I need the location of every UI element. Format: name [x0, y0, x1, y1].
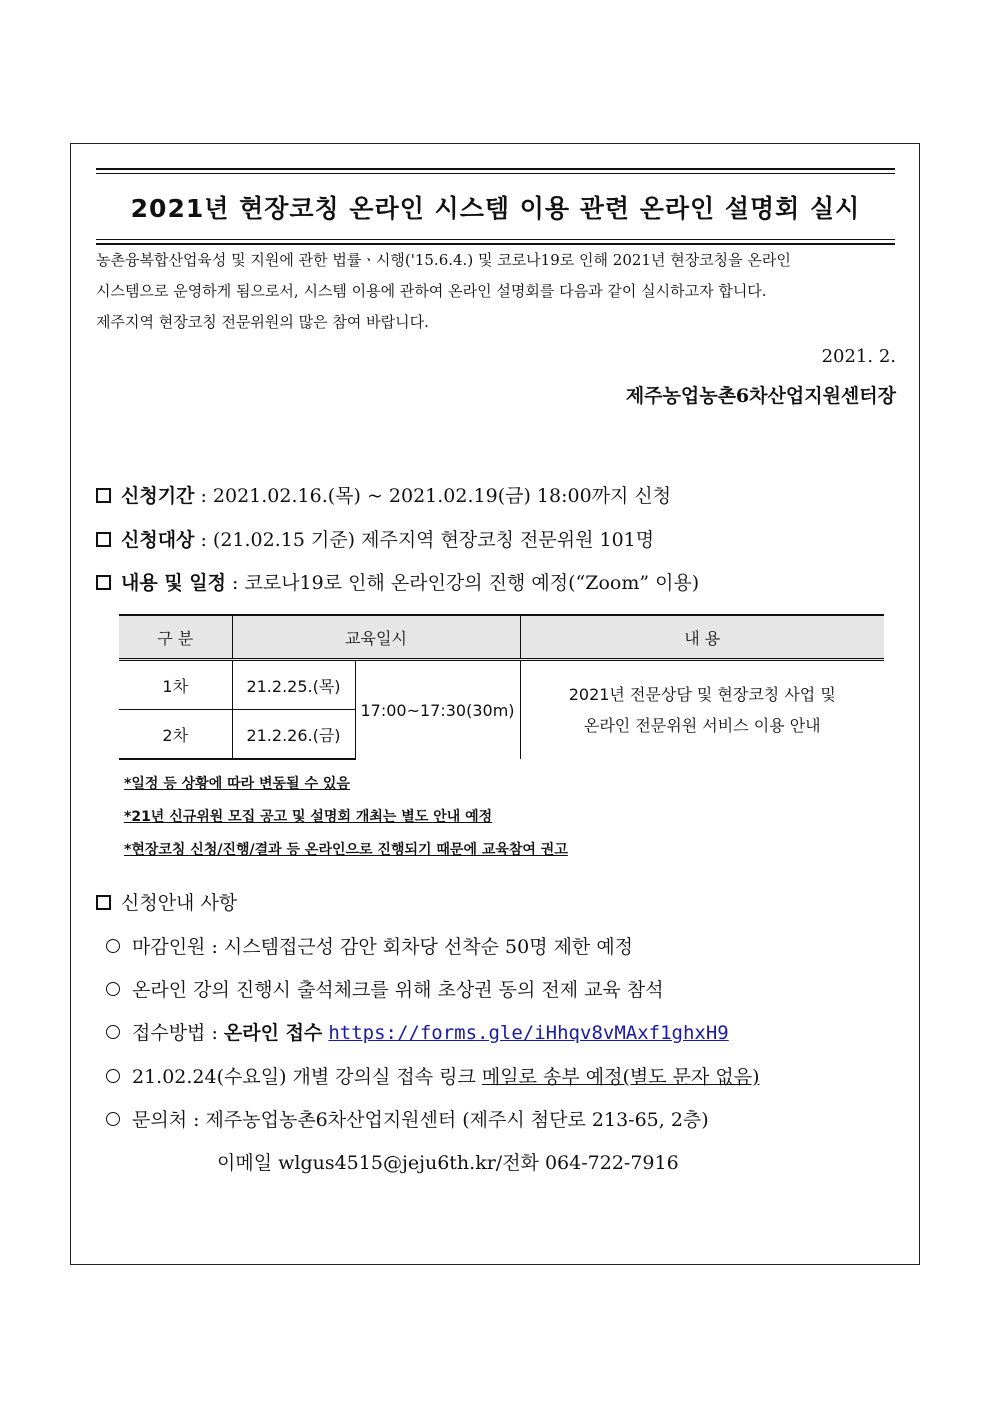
guide-contact-line2: 이메일 wlgus4515@jeju6th.kr/전화 064-722-7916 — [217, 1152, 679, 1174]
guide-text: 온라인 강의 진행시 출석체크를 위해 초상권 동의 전제 교육 참석 — [132, 979, 664, 1001]
note-item: *21년 신규위원 모집 공고 및 설명회 개최는 별도 안내 예정 — [124, 809, 493, 825]
table-header-row — [119, 615, 884, 660]
issuer-org: 제주농업농촌6차산업지원센터장 — [625, 385, 896, 407]
section-value: : (21.02.15 기준) 제주지역 현장코칭 전문위원 101명 — [194, 529, 655, 551]
header-category: 구 분 — [119, 615, 232, 660]
checkbox-square-icon — [96, 895, 111, 910]
round-cell: 2차 — [119, 710, 232, 760]
content-cell — [520, 660, 884, 760]
note-item: *현장코칭 신청/진행/결과 등 온라인으로 진행되기 때문에 교육참여 권고 — [124, 842, 568, 858]
guide-item-method — [106, 1018, 729, 1045]
registration-link[interactable]: https://forms.gle/iHhqv8vMAxf1ghxH9 — [328, 1022, 729, 1044]
guide-text: 마감인원 : 시스템접근성 감안 회차당 선착순 50명 제한 예정 — [132, 936, 634, 958]
note-item: *일정 등 상황에 따라 변동될 수 있음 — [124, 776, 350, 792]
section-label: 신청안내 사항 — [121, 892, 238, 914]
checkbox-square-icon — [96, 575, 111, 590]
intro-line: 제주지역 현장코칭 전문위원의 많은 참여 바랍니다. — [96, 313, 429, 331]
circle-bullet-icon — [106, 1069, 120, 1083]
section-value: : 코로나19로 인해 온라인강의 진행 예정(“Zoom” 이용) — [226, 572, 700, 594]
guide-item-link — [106, 1062, 759, 1089]
round-cell: 1차 — [162, 676, 189, 696]
table-row — [119, 660, 884, 710]
intro-line: 농촌융복합산업육성 및 지원에 관한 법률ㆍ시행('15.6.4.) 및 코로나19로 인해 2021년 현장코칭을 온라인 — [96, 251, 791, 269]
guide-bold: 온라인 접수 — [223, 1022, 323, 1044]
title-block — [96, 168, 895, 245]
guide-item-deadline — [106, 932, 633, 959]
checkbox-square-icon — [96, 532, 111, 547]
intro-paragraph — [96, 245, 896, 338]
circle-bullet-icon — [106, 1112, 120, 1126]
content-line: 2021년 전문상담 및 현장코칭 사업 및 — [568, 685, 836, 704]
circle-bullet-icon — [106, 939, 120, 953]
guide-item-contact — [106, 1105, 709, 1132]
guide-item-attendance — [106, 975, 664, 1002]
section-content — [96, 568, 699, 595]
header-datetime: 교육일시 — [232, 615, 520, 660]
section-target — [96, 525, 654, 552]
page-title: 2021년 현장코칭 온라인 시스템 이용 관련 온라인 설명회 실시 — [130, 194, 861, 223]
time-cell: 17:00~17:30(30m) — [355, 660, 520, 760]
section-value: : 2021.02.16.(목) ~ 2021.02.19(금) 18:00까지 신청 — [194, 485, 672, 507]
document-date: 2021. 2. — [821, 346, 896, 367]
header-content: 내 용 — [520, 615, 884, 660]
checkbox-square-icon — [96, 488, 111, 503]
guide-text: 문의처 : 제주농업농촌6차산업지원센터 (제주시 첨단로 213-65, 2층) — [132, 1109, 709, 1131]
circle-bullet-icon — [106, 982, 120, 996]
schedule-table — [119, 614, 884, 760]
section-label: 내용 및 일정 — [121, 572, 226, 594]
guide-text: 접수방법 : — [132, 1022, 224, 1044]
section-label: 신청기간 — [121, 485, 195, 507]
guide-underline: 메일로 송부 예정(별도 문자 없음) — [481, 1066, 760, 1088]
content-line: 온라인 전문위원 서비스 이용 안내 — [583, 716, 821, 735]
section-period — [96, 481, 671, 508]
date-cell: 21.2.25.(목) — [232, 660, 355, 710]
section-label: 신청대상 — [121, 529, 195, 551]
date-cell: 21.2.26.(금) — [232, 710, 355, 760]
guide-text: 21.02.24(수요일) 개별 강의실 접속 링크 — [132, 1066, 482, 1088]
intro-line: 시스템으로 운영하게 됨으로서, 시스템 이용에 관하여 온라인 설명회를 다음과 같이 실시하고자 합니다. — [96, 282, 767, 300]
circle-bullet-icon — [106, 1025, 120, 1039]
section-guide — [96, 888, 237, 915]
